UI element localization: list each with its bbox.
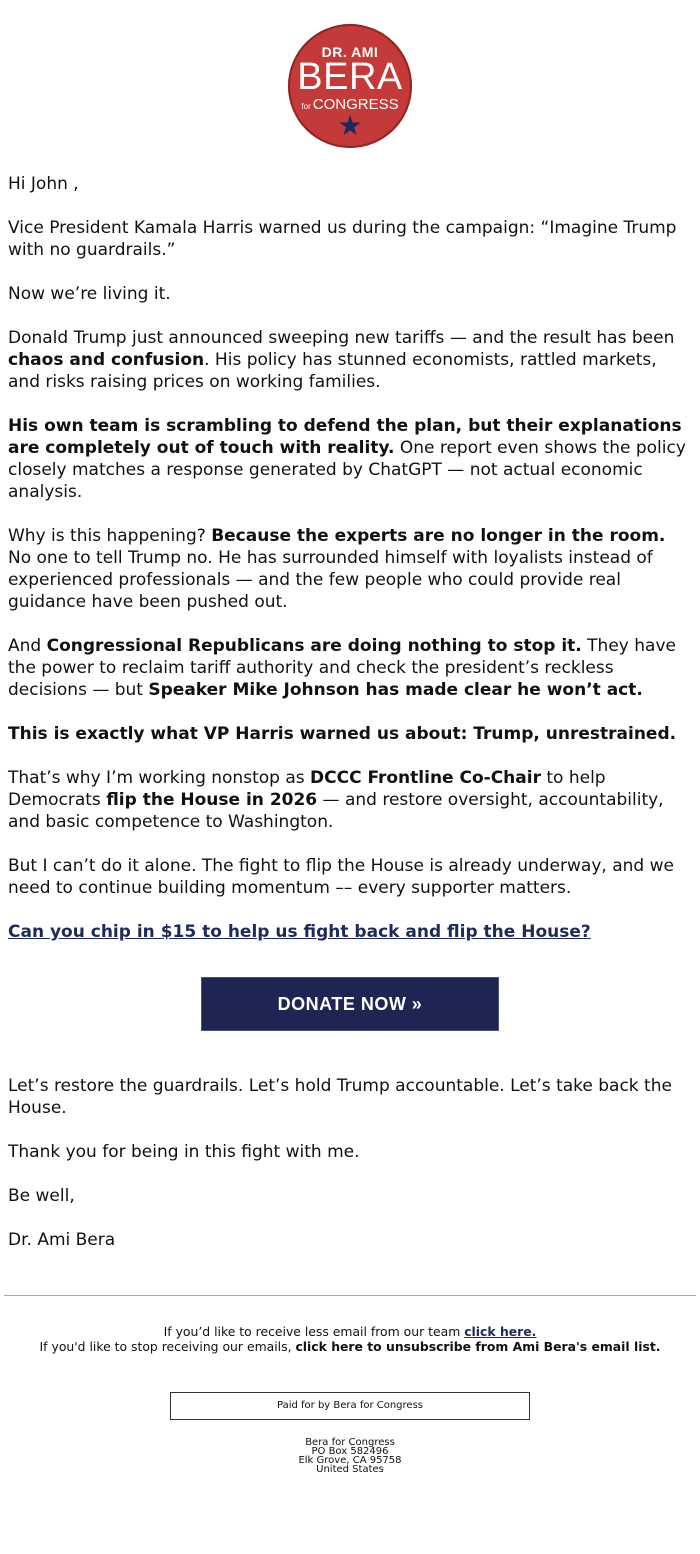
paid-for-box: Paid for by Bera for Congress [170, 1392, 530, 1420]
text-span: Why is this happening? [8, 526, 212, 546]
text-span: That’s why I’m working nonstop as [8, 768, 311, 788]
greeting: Hi John , [8, 174, 79, 194]
paragraph [8, 525, 692, 613]
paragraph [8, 723, 692, 745]
campaign-logo [288, 24, 412, 148]
text-span: Donald Trump just announced sweeping new tariffs — and the result has been [8, 328, 675, 348]
bold-text: This is exactly what VP Harris warned us about: Trump, unrestrained. [8, 724, 677, 744]
paragraph [8, 635, 692, 701]
text-span: . His policy has stunned economists, rattled markets, and risks raising prices on working families. [8, 350, 657, 392]
donate-button-wrap [8, 977, 692, 1031]
footer-text: If you’d like to receive less email from our team [163, 1324, 465, 1339]
text-span: to help Democrats [8, 768, 606, 810]
less-email-link[interactable]: click here. [464, 1324, 537, 1339]
paragraph [8, 767, 692, 833]
paragraph: Thank you for being in this fight with me. [8, 1142, 360, 1162]
unsubscribe-link[interactable]: click here to unsubscribe from Ami Bera's email list. [295, 1339, 661, 1354]
address-line: United States [316, 1464, 384, 1475]
paragraph [8, 327, 692, 393]
divider [4, 1295, 696, 1296]
bold-text: DCCC Frontline Co-Chair [310, 768, 541, 788]
text-span: — and restore oversight, accountability, and basic competence to Washington. [8, 790, 664, 832]
less-email-line [0, 1324, 700, 1339]
text-span: They have the power to reclaim tariff authority and check the president’s reckless decisions — but [8, 636, 676, 700]
star-icon: ★ [337, 109, 363, 142]
unsubscribe-line [0, 1339, 700, 1354]
paragraph: Let’s restore the guardrails. Let’s hold Trump accountable. Let’s take back the House. [8, 1076, 672, 1118]
paragraph [8, 921, 692, 943]
bold-text: His own team is scrambling to defend the plan, but their explanations are completely out of touch with reality. [8, 416, 682, 458]
address-line: Bera for Congress [305, 1437, 395, 1448]
signature: Dr. Ami Bera [8, 1230, 116, 1250]
bold-text: Because the experts are no longer in the room. [211, 526, 666, 546]
footer-text: If you'd like to stop receiving our emails, [39, 1339, 296, 1354]
bold-text: Congressional Republicans are doing nothing to stop it. [46, 636, 582, 656]
bold-text: flip the House in 2026 [106, 790, 318, 810]
text-span: No one to tell Trump no. He has surrounded himself with loyalists instead of experienced professionals — and the few people who could provide real guidance have been pushed out. [8, 548, 653, 612]
logo-title: DR. AMI [321, 44, 379, 60]
bold-text: Speaker Mike Johnson has made clear he won’t act. [148, 680, 643, 700]
email-body [8, 173, 692, 1273]
bold-text: chaos and confusion [8, 350, 205, 370]
header-logo-area [0, 24, 700, 152]
paragraph: Now we’re living it. [8, 284, 171, 304]
paragraph: Be well, [8, 1186, 75, 1206]
text-span: One report even shows the policy closely matches a response generated by ChatGPT — not actual economic analysis. [8, 438, 686, 502]
mailing-address [0, 1438, 700, 1474]
donate-now-button[interactable]: DONATE NOW » [201, 977, 499, 1031]
footer [0, 1324, 700, 1354]
paragraph: But I can’t do it alone. The fight to flip the House is already underway, and we need to continue building momentum –– every supporter matters. [8, 856, 674, 898]
address-line: PO Box 582496 [311, 1446, 389, 1457]
paragraph [8, 415, 692, 503]
logo-name: BERA [297, 56, 403, 98]
logo-congress: CONGRESS [312, 96, 399, 113]
text-span: And [8, 636, 47, 656]
donate-ask-link[interactable]: Can you chip in $15 to help us fight back and flip the House? [8, 922, 591, 942]
paragraph: Vice President Kamala Harris warned us during the campaign: “Imagine Trump with no guardrails.” [8, 218, 677, 260]
logo-for: for [301, 102, 311, 111]
address-line: Elk Grove, CA 95758 [298, 1455, 402, 1466]
